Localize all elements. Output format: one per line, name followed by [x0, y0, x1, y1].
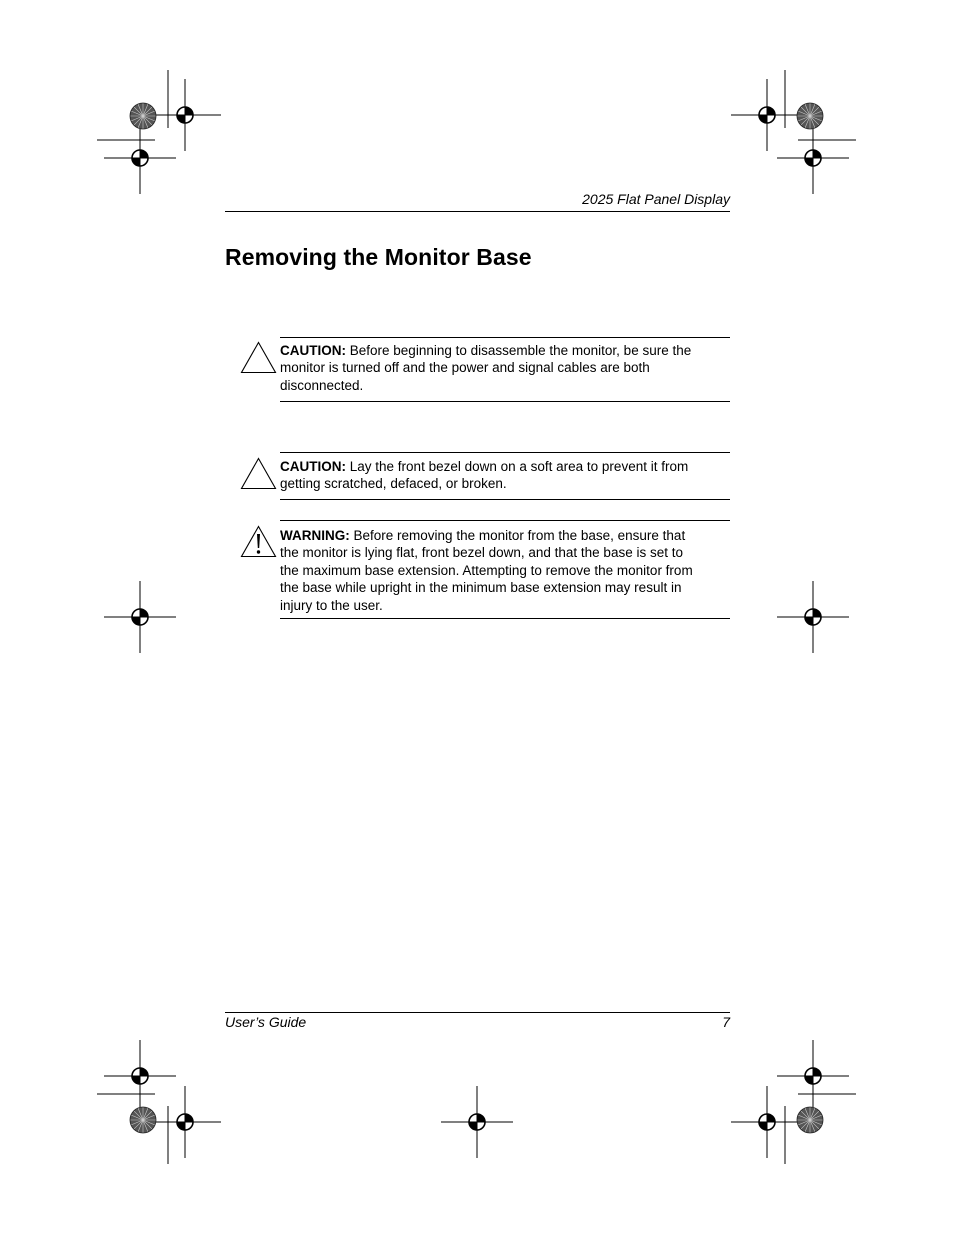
caution-label: CAUTION:	[280, 343, 346, 358]
caution-notice-bezel	[240, 452, 730, 502]
warning-notice	[240, 520, 730, 622]
notice-top-rule	[280, 337, 730, 338]
caution-body: Before beginning to disassemble the monitor, be sure the monitor is turned off and the power and signal cables are both disconnected.	[280, 343, 692, 393]
caution-triangle-icon	[240, 457, 277, 490]
warning-body: Before removing the monitor from the base, ensure that the monitor is lying flat, front bezel down, and that the base is set to the maximum base extension. Attempting to remove the monitor from the base while upright in the minimum base extension may result in injury to the user.	[280, 528, 693, 613]
header-rule	[225, 211, 730, 212]
caution-text	[280, 342, 700, 394]
caution-notice-power	[240, 337, 730, 403]
footer-guide-name: User’s Guide	[225, 1014, 307, 1030]
notice-bottom-rule	[280, 401, 730, 402]
caution-body: Lay the front bezel down on a soft area to prevent it from getting scratched, defaced, or broken.	[280, 459, 689, 492]
warning-triangle-icon	[240, 525, 277, 558]
footer-page-number: 7	[722, 1014, 730, 1030]
warning-text	[280, 527, 700, 614]
page-title: Removing the Monitor Base	[225, 244, 532, 270]
caution-label: CAUTION:	[280, 459, 346, 474]
notice-top-rule	[280, 452, 730, 453]
notice-top-rule	[280, 520, 730, 521]
caution-text	[280, 458, 700, 493]
notice-bottom-rule	[280, 499, 730, 500]
footer-rule	[225, 1012, 730, 1013]
warning-label: WARNING:	[280, 528, 350, 543]
notice-bottom-rule	[280, 618, 730, 619]
running-header: 2025 Flat Panel Display	[582, 191, 730, 207]
caution-triangle-icon	[240, 341, 277, 374]
